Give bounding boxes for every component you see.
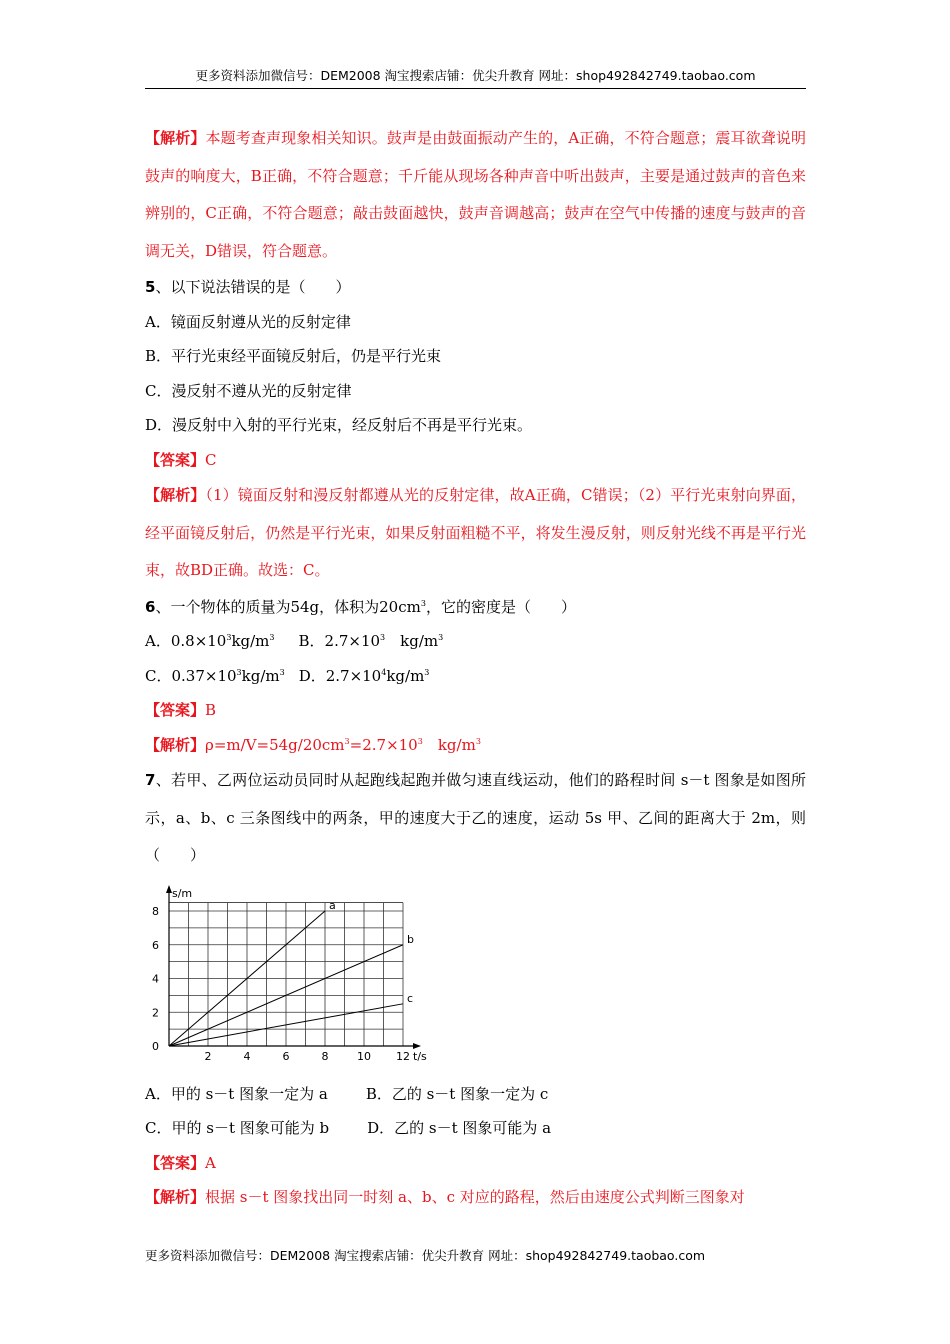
x-tick-label: 2 <box>204 1049 212 1063</box>
y-tick-label: 6 <box>152 938 159 952</box>
page-header: 更多资料添加微信号：DEM2008 淘宝搜索店铺：优尖升教育 网址：shop492842749.taobao.com <box>145 66 806 89</box>
q5-answer: 【答案】C <box>145 450 217 469</box>
q7-options-cd <box>145 1111 806 1146</box>
y-tick-label: 0 <box>152 1039 159 1053</box>
page-footer: 更多资料添加微信号：DEM2008 淘宝搜索店铺：优尖升教育 网址：shop492842749.taobao.com <box>145 1248 706 1263</box>
q6-option-b: B．$2.7\times 10^3$ $kg/m^3$ <box>298 632 444 650</box>
q6-option-d: D．$2.7\times 10^4kg/m^3$ <box>298 666 430 685</box>
y-axis-label: s/m <box>172 886 193 900</box>
st-chart-svg <box>145 881 435 1071</box>
series-label-a: a <box>329 898 336 912</box>
document-body <box>145 120 806 1215</box>
q6-stem: 6、一个物体的质量为54g，体积为$20cm^3$，它的密度是（ ） <box>145 597 576 616</box>
series-label-b: b <box>407 932 414 946</box>
st-chart <box>145 881 435 1071</box>
q7-analysis: 【解析】根据 s－t 图象找出同一时刻 a、b、c 对应的路程，然后由速度公式判断三图象对 <box>145 1188 745 1206</box>
q7-answer: 【答案】A <box>145 1153 216 1172</box>
q6-analysis: 【解析】$\rho=m/V=54g/20cm^3=2.7\times 10^3$ $kg/m^3$ <box>145 735 481 754</box>
q6-answer: 【答案】B <box>145 701 217 719</box>
x-tick-label: 10 <box>357 1049 371 1063</box>
x-axis-label: t/s <box>413 1049 427 1063</box>
q5-option-d: D．漫反射中入射的平行光束，经反射后不再是平行光束。 <box>145 416 533 434</box>
series-label-c: c <box>407 991 414 1005</box>
q7-options-ab <box>145 1077 806 1112</box>
q6-options-cd <box>145 659 806 694</box>
q5-option-b: B．平行光束经平面镜反射后，仍是平行光束 <box>145 347 442 365</box>
x-tick-label: 8 <box>321 1049 329 1063</box>
q5-option-a: A．镜面反射遵从光的反射定律 <box>145 312 351 331</box>
q7-option-d: D．乙的 s－t 图象可能为 a <box>367 1119 552 1137</box>
q7-option-a: A．甲的 s－t 图象一定为 a <box>145 1084 328 1103</box>
q5-option-c: C．漫反射不遵从光的反射定律 <box>145 381 352 400</box>
q6-options-ab <box>145 624 806 659</box>
q4-analysis: 【解析】本题考查声现象相关知识。鼓声是由鼓面振动产生的，A正确，不符合题意；震耳欲聋说明鼓声的响度大，B正确，不符合题意；千斤能从现场各种声音中听出鼓声，主要是通过鼓声的音色来辨别的，C正确，不符合题意；敲击鼓面越快，鼓声音调越高；鼓声在空气中传播的速度与鼓声的音调无关，D错误，符合题意。 <box>145 129 806 260</box>
q5-stem: 5、以下说法错误的是（ ） <box>145 278 351 296</box>
x-tick-label: 12 <box>396 1049 410 1063</box>
q7-option-c: C．甲的 s－t 图象可能为 b <box>145 1119 330 1137</box>
q7-stem: 7、若甲、乙两位运动员同时从起跑线起跑并做匀速直线运动，他们的路程时间 s－t 图象是如图所示，a、b、c 三条图线中的两条，甲的速度大于乙的速度，运动 5s 甲、乙间的距离大于 2m，则（ ） <box>145 771 806 864</box>
y-tick-label: 4 <box>152 972 159 985</box>
y-tick-label: 2 <box>152 1005 159 1019</box>
x-axis-arrow <box>413 1043 421 1049</box>
x-tick-label: 4 <box>243 1049 251 1063</box>
q6-option-c: C．$0.37\times 10^3kg/m^3$ <box>145 666 285 685</box>
y-tick-label: 8 <box>152 904 159 918</box>
q6-option-a: A．$0.8\times 10^3kg/m^3$ <box>145 632 275 650</box>
x-tick-label: 6 <box>282 1049 290 1063</box>
q7-option-b: B．乙的 s－t 图象一定为 c <box>365 1084 549 1103</box>
q5-analysis: 【解析】（1）镜面反射和漫反射都遵从光的反射定律，故A正确，C错误；（2）平行光束射向界面，经平面镜反射后，仍然是平行光束，如果反射面粗糙不平，将发生漫反射，则反射光线不再是平行光束，故BD正确。故选：C。 <box>145 486 806 579</box>
